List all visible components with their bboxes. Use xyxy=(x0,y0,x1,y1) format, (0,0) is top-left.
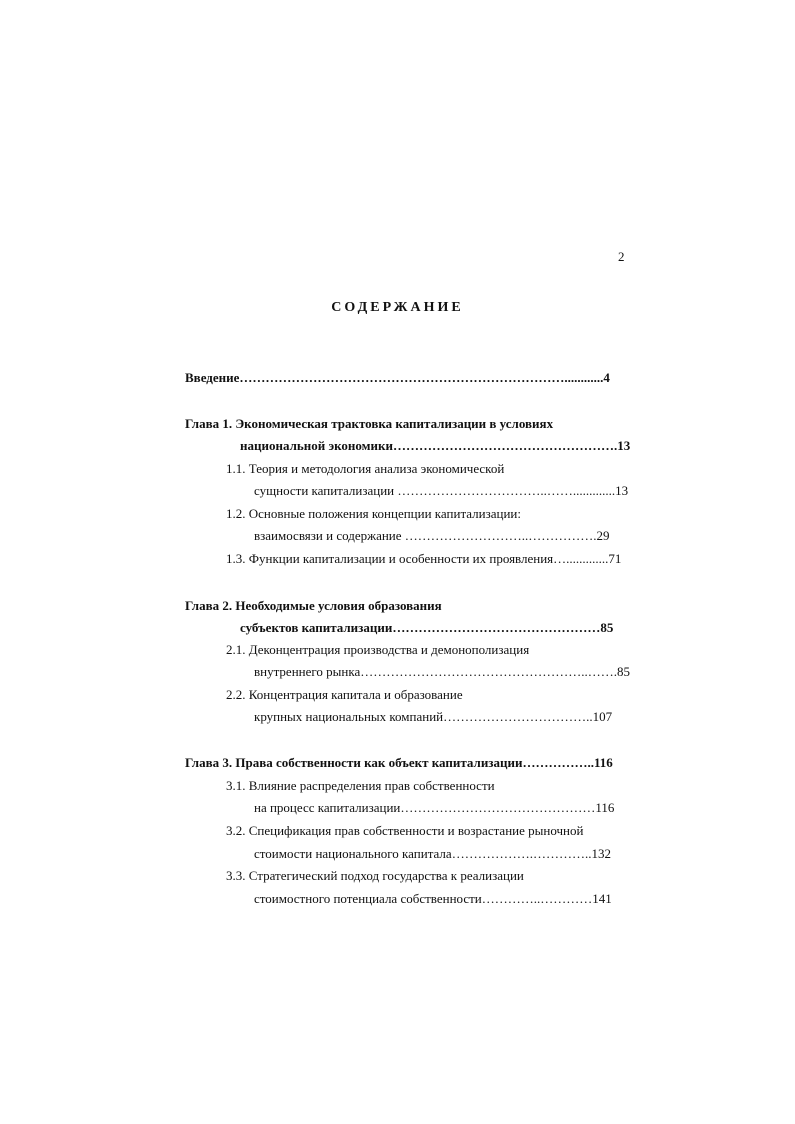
toc-dot-leader: ……………….………….. xyxy=(451,846,592,861)
toc-page-number: 116 xyxy=(595,800,615,815)
toc-entry-text: 2.1. Деконцентрация производства и демонополизация xyxy=(226,642,530,657)
toc-dot-leader: ………………………..……………. xyxy=(404,528,597,543)
toc-page-number: 141 xyxy=(592,891,612,906)
toc-dot-leader: …………………………………………………………………............ xyxy=(239,370,604,385)
toc-section-3-3-cont xyxy=(254,891,612,907)
toc-page-number: 116 xyxy=(594,755,613,770)
toc-page-number: 29 xyxy=(596,528,610,543)
toc-entry-text: внутреннего рынка xyxy=(254,664,361,679)
toc-entry-text: 1.1. Теория и методология анализа экономической xyxy=(226,461,505,476)
toc-dot-leader: …............. xyxy=(553,551,609,566)
toc-entry-text: 3.3. Стратегический подход государства к реализации xyxy=(226,868,524,883)
toc-section-3-1-cont xyxy=(254,800,614,816)
toc-page-number: 13 xyxy=(615,483,629,498)
toc-chapter-1-heading xyxy=(185,416,553,432)
toc-entry-text: 1.2. Основные положения концепции капитализации: xyxy=(226,506,521,521)
toc-section-2-1 xyxy=(226,642,529,658)
toc-entry-text: Глава 3. Права собственности как объект капитализации xyxy=(185,755,523,770)
toc-chapter-2-heading xyxy=(185,598,442,614)
toc-section-3-1 xyxy=(226,778,495,794)
toc-page-number: 71 xyxy=(608,551,622,566)
toc-entry-text: субъектов капитализации xyxy=(240,620,393,635)
toc-section-1-3 xyxy=(226,551,621,567)
toc-page-number: 85 xyxy=(616,664,630,679)
toc-page-number: 13 xyxy=(617,438,631,453)
page-number: 2 xyxy=(618,249,625,264)
toc-chapter-1-cont xyxy=(240,438,630,454)
toc-entry-text: 1.3. Функции капитализации и особенности их проявления xyxy=(226,551,554,566)
toc-page-number: 107 xyxy=(592,709,613,724)
toc-dot-leader: ……………………………………… xyxy=(400,800,596,815)
toc-dot-leader: …………………………….. xyxy=(443,709,593,724)
toc-dot-leader: ……………………………………………..……. xyxy=(360,664,617,679)
toc-entry-text: 3.1. Влияние распределения прав собственности xyxy=(226,778,495,793)
toc-section-3-3 xyxy=(226,868,524,884)
toc-section-2-2-cont xyxy=(254,709,612,725)
toc-section-1-1 xyxy=(226,461,504,477)
toc-page-number: 4 xyxy=(603,370,610,385)
toc-chapter-2-cont xyxy=(240,620,613,636)
toc-entry-text: стоимостного потенциала собственности xyxy=(254,891,482,906)
toc-entry-text: Введение xyxy=(185,370,240,385)
toc-entry-text: крупных национальных компаний xyxy=(254,709,444,724)
toc-dot-leader: …………….. xyxy=(522,755,594,770)
toc-entry-text: стоимости национального капитала xyxy=(254,846,452,861)
toc-entry-text: Глава 2. Необходимые условия образования xyxy=(185,598,442,613)
toc-dot-leader: ……………………………..……............. xyxy=(397,483,616,498)
toc-dot-leader: ……………………………………………. xyxy=(392,438,618,453)
toc-section-1-2 xyxy=(226,506,521,522)
toc-entry-text: 2.2. Концентрация капитала и образование xyxy=(226,687,463,702)
toc-section-3-2 xyxy=(226,823,583,839)
toc-dot-leader: …………..………… xyxy=(481,891,593,906)
toc-section-2-2 xyxy=(226,687,463,703)
page-title: СОДЕРЖАНИЕ xyxy=(331,300,464,315)
toc-section-2-1-cont xyxy=(254,664,630,680)
toc-page-number: 132 xyxy=(591,846,611,861)
toc-section-1-1-cont xyxy=(254,483,628,499)
toc-entry-text: на процесс капитализации xyxy=(254,800,401,815)
toc-entry-intro xyxy=(185,370,610,386)
toc-entry-text: взаимосвязи и содержание xyxy=(254,528,405,543)
toc-entry-text: национальной экономики xyxy=(240,438,393,453)
toc-chapter-3-heading xyxy=(185,755,613,771)
toc-entry-text: сущности капитализации xyxy=(254,483,398,498)
toc-page-number: 85 xyxy=(600,620,614,635)
toc-section-3-2-cont xyxy=(254,846,611,862)
toc-entry-text: Глава 1. Экономическая трактовка капитализации в условиях xyxy=(185,416,554,431)
toc-entry-text: 3.2. Спецификация прав собственности и возрастание рыночной xyxy=(226,823,584,838)
toc-dot-leader: ………………………………………… xyxy=(392,620,601,635)
toc-section-1-2-cont xyxy=(254,528,610,544)
